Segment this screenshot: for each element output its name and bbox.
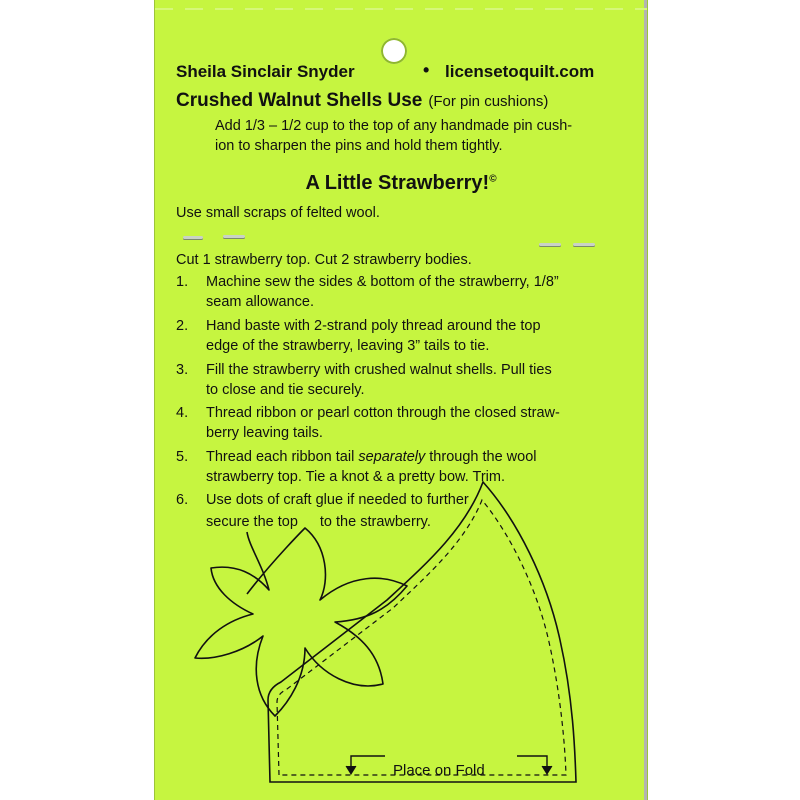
step-text: Machine sew the sides & bottom of the strawberry, 1/8”	[206, 274, 559, 290]
fold-arrow-left	[351, 756, 385, 770]
step-text: Use dots of craft glue if needed to further	[206, 492, 469, 508]
cut-instructions: Cut 1 strawberry top. Cut 2 strawberry bodies.	[176, 252, 472, 268]
step-text	[206, 449, 537, 465]
place-on-fold-label: Place on Fold	[393, 762, 485, 779]
intro-line-2: ion to sharpen the pins and hold them tightly.	[215, 138, 503, 154]
step-number: 4.	[176, 405, 189, 421]
stitch-mark	[539, 243, 561, 246]
heading-walnut-shells	[176, 90, 548, 112]
strawberry-pattern-diagram	[155, 470, 647, 800]
stitch-mark	[183, 236, 203, 239]
separator-bullet: •	[423, 60, 430, 80]
author-name: Sheila Sinclair Snyder	[176, 62, 355, 81]
step-number: 6.	[176, 492, 189, 508]
step-text: seam allowance.	[206, 294, 314, 310]
step-text-part: secure the top	[206, 514, 298, 530]
heading-strawberry-text: A Little Strawberry!	[305, 172, 490, 194]
hang-hole	[381, 38, 407, 64]
stitch-mark	[573, 243, 595, 246]
stitch-mark	[223, 235, 245, 238]
materials-line: Use small scraps of felted wool.	[176, 205, 380, 221]
step-number: 3.	[176, 362, 189, 378]
heading-strawberry	[155, 172, 647, 195]
intro-line-1: Add 1/3 – 1/2 cup to the top of any handmade pin cush-	[215, 118, 573, 134]
step-text: Hand baste with 2-strand poly thread around the top	[206, 318, 541, 334]
fold-arrow-right	[517, 756, 547, 770]
step-number: 1.	[176, 274, 189, 290]
heading-walnut-shells-text: Crushed Walnut Shells Use	[176, 90, 423, 111]
step-text: Thread ribbon or pearl cotton through the closed straw-	[206, 405, 560, 421]
step-text: berry leaving tails.	[206, 425, 323, 441]
step-number: 2.	[176, 318, 189, 334]
step-number: 5.	[176, 449, 189, 465]
step-text: strawberry top. Tie a knot & a pretty bow. Trim.	[206, 469, 505, 485]
step-text-part: through the wool	[425, 449, 537, 465]
copyright-mark: ©	[489, 173, 497, 185]
step-text-emphasis: separately	[358, 449, 426, 465]
step-text: edge of the strawberry, leaving 3” tails to tie.	[206, 338, 490, 354]
step-text: Fill the strawberry with crushed walnut shells. Pull ties	[206, 362, 552, 378]
fold-arrowhead-left	[346, 766, 356, 774]
strawberry-body-outline	[268, 482, 576, 782]
website: licensetoquilt.com	[445, 62, 595, 81]
perforation-line	[155, 8, 647, 10]
step-text-part: Thread each ribbon tail	[206, 449, 359, 465]
pattern-card	[155, 0, 647, 800]
step-text: to close and tie securely.	[206, 382, 365, 398]
step-text-part: to the strawberry.	[319, 514, 431, 530]
fold-arrowhead-right	[542, 766, 552, 774]
heading-walnut-shells-sub: (For pin cushions)	[428, 93, 549, 110]
